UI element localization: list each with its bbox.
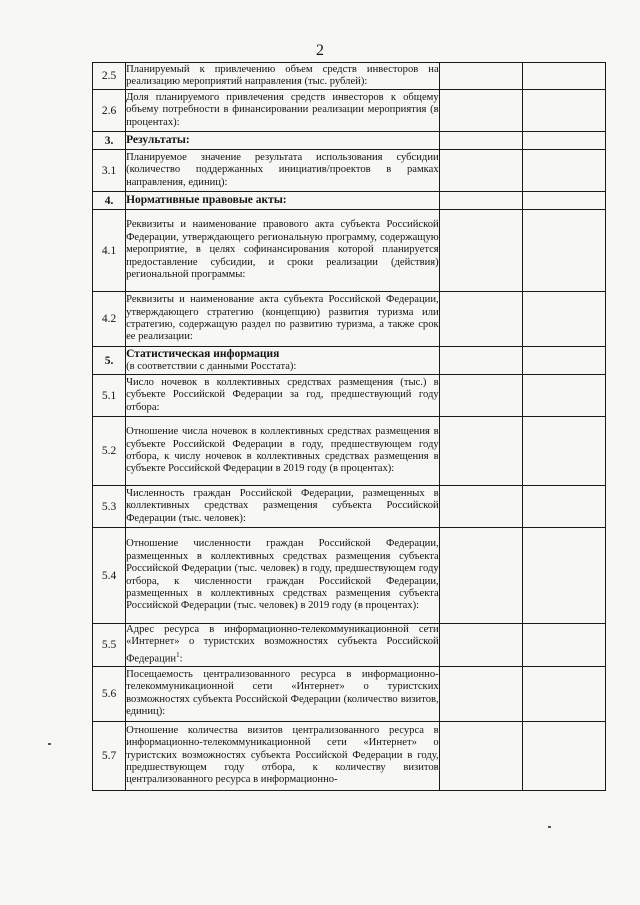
row-number: 3. [93, 132, 126, 150]
scan-speck-left [48, 743, 51, 745]
value-cell-2 [522, 721, 605, 790]
value-cell-1 [439, 292, 522, 347]
row-number: 4.1 [93, 210, 126, 292]
value-cell-2 [522, 624, 605, 667]
value-cell-1 [439, 210, 522, 292]
row-description [126, 192, 440, 210]
row-text-suffix: : [179, 653, 183, 665]
form-row [93, 90, 606, 132]
form-row [93, 486, 606, 528]
value-cell-1 [439, 150, 522, 192]
row-number: 4. [93, 192, 126, 210]
value-cell-2 [522, 417, 605, 486]
value-cell-2 [522, 486, 605, 528]
form-row [93, 375, 606, 417]
row-subtext: (в соответствии с данными Росстата): [126, 360, 297, 372]
form-row [93, 624, 606, 667]
row-text: Отношение количества визитов централизованного ресурса в информационно-телекоммуникационной сети «Интернет» о туристских возможностях субъекта Российской Федерации в году, предшествующем году отбора, к количеству визитов централизованного ресурса в информационно- [126, 724, 439, 786]
row-text: Планируемое значение результата использования субсидии (количество поддержанных инициатив/проектов в рамках направления, единиц): [126, 151, 439, 188]
application-form-table [92, 62, 606, 791]
row-description [126, 417, 440, 486]
row-text: Доля планируемого привлечения средств инвесторов к общему объему потребности в финансировании реализации мероприятия (в процентах): [126, 91, 439, 128]
row-text: Нормативные правовые акты: [126, 194, 287, 207]
row-text: Реквизиты и наименование акта субъекта Российской Федерации, утверждающего стратегию (концепцию) развития туризма или стратегию, содержащую раздел по развитию туризма, а также срок ее реализации: [126, 294, 439, 343]
value-cell-2 [522, 90, 605, 132]
row-text: Численность граждан Российской Федерации, размещенных в коллективных средствах размещения субъекта Российской Федерации (тыс. человек): [126, 487, 439, 524]
value-cell-2 [522, 347, 605, 375]
value-cell-1 [439, 417, 522, 486]
value-cell-2 [522, 63, 605, 90]
form-table-body [93, 63, 606, 791]
row-description [126, 486, 440, 528]
row-description [126, 210, 440, 292]
row-number: 2.5 [93, 63, 126, 90]
row-number: 5.1 [93, 375, 126, 417]
page-number: 2 [316, 42, 324, 59]
value-cell-1 [439, 132, 522, 150]
form-row [93, 63, 606, 90]
form-row [93, 132, 606, 150]
row-description [126, 528, 440, 624]
row-number: 5.2 [93, 417, 126, 486]
row-number: 5.7 [93, 721, 126, 790]
value-cell-2 [522, 528, 605, 624]
value-cell-1 [439, 90, 522, 132]
row-text: Результаты: [126, 134, 190, 147]
value-cell-1 [439, 347, 522, 375]
row-description [126, 132, 440, 150]
row-text: Отношение численности граждан Российской Федерации, размещенных в коллективных средствах размещения субъекта Российской Федерации (тыс. человек) в году, предшествующем году отбора, к численности граждан Российской Федерации, размещенных в коллективных средствах размещения субъекта Российской Федерации (тыс. человек) в 2019 году (в процентах): [126, 538, 439, 612]
value-cell-1 [439, 486, 522, 528]
row-description [126, 721, 440, 790]
form-row [93, 192, 606, 210]
row-number: 5. [93, 347, 126, 375]
row-number: 5.6 [93, 666, 126, 721]
form-row [93, 417, 606, 486]
form-row [93, 292, 606, 347]
row-description [126, 666, 440, 721]
row-description [126, 375, 440, 417]
value-cell-1 [439, 528, 522, 624]
form-row [93, 666, 606, 721]
value-cell-1 [439, 721, 522, 790]
row-number: 4.2 [93, 292, 126, 347]
row-number: 2.6 [93, 90, 126, 132]
value-cell-2 [522, 375, 605, 417]
row-number: 3.1 [93, 150, 126, 192]
value-cell-1 [439, 192, 522, 210]
value-cell-2 [522, 210, 605, 292]
value-cell-2 [522, 132, 605, 150]
row-number: 5.3 [93, 486, 126, 528]
footnote-marker: 1 [176, 650, 180, 659]
row-text: Посещаемость централизованного ресурса в информационно-телекоммуникационной сети «Интернет» о туристских возможностях субъекта Российской Федерации (количество визитов, единиц): [126, 668, 439, 718]
value-cell-2 [522, 192, 605, 210]
form-row [93, 721, 606, 790]
form-row [93, 210, 606, 292]
value-cell-1 [439, 666, 522, 721]
form-row [93, 347, 606, 375]
value-cell-2 [522, 150, 605, 192]
row-description [126, 292, 440, 347]
scan-speck-right [548, 826, 551, 828]
value-cell-1 [439, 624, 522, 667]
row-description [126, 347, 440, 375]
row-description [126, 624, 440, 667]
row-number: 5.5 [93, 624, 126, 667]
value-cell-2 [522, 292, 605, 347]
row-text: Адрес ресурса в информационно-телекоммуникационной сети «Интернет» о туристских возможностях субъекта Российской Федерации [126, 624, 439, 665]
row-text: Статистическая информация [126, 348, 280, 361]
row-description [126, 150, 440, 192]
row-text: Планируемый к привлечению объем средств инвесторов на реализацию мероприятий направления (тыс. рублей): [126, 63, 439, 87]
form-row [93, 150, 606, 192]
value-cell-2 [522, 666, 605, 721]
row-description [126, 63, 440, 90]
value-cell-1 [439, 63, 522, 90]
row-number: 5.4 [93, 528, 126, 624]
row-description [126, 90, 440, 132]
value-cell-1 [439, 375, 522, 417]
row-text: Отношение числа ночевок в коллективных средствах размещения в субъекте Российской Федерации в году, предшествующем году отбора, к числу ночевок в коллективных средствах размещения в субъекте Российской Федерации в 2019 году (в процентах): [126, 426, 439, 475]
form-row [93, 528, 606, 624]
row-text: Реквизиты и наименование правового акта субъекта Российской Федерации, утверждающего региональную программу, содержащую мероприятие, в целях софинансирования которой планируется предоставление субсидии, и сроки реализации (действия) региональной программы: [126, 219, 439, 281]
row-text: Число ночевок в коллективных средствах размещения (тыс.) в субъекте Российской Федерации за год, предшествующий году отбора: [126, 376, 439, 413]
